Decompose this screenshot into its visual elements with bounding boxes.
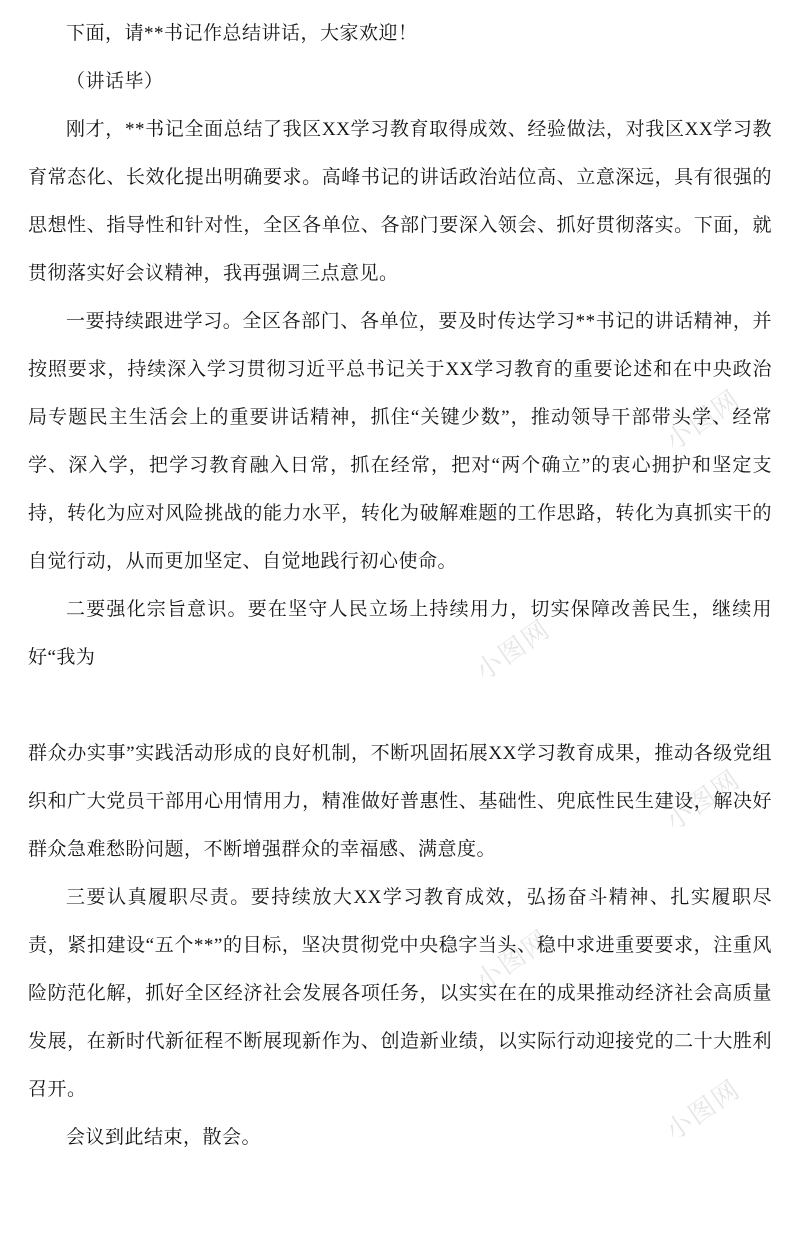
watermark: 小图网 bbox=[659, 763, 746, 837]
watermark: 小图网 bbox=[469, 923, 556, 997]
paragraph-summary: 刚才，**书记全面总结了我区XX学习教育取得成效、经验做法，对我区XX学习教育常态化、长效化提出明确要求。高峰书记的讲话政治站位高、立意深远，具有很强的思想性、指导性和针对性，全区各单位、各部门要深入领会、抓好贯彻落实。下面，就贯彻落实好会议精神，我再强调三点意见。 bbox=[28, 119, 772, 284]
watermark: 小图网 bbox=[469, 613, 556, 687]
document-body bbox=[28, 10, 772, 1162]
paragraph-point-one: 一要持续跟进学习。全区各部门、各单位，要及时传达学习**书记的讲话精神，并按照要求，持续深入学习贯彻习近平总书记关于XX学习教育的重要论述和在中央政治局专题民主生活会上的重要讲话精神，抓住“关键少数”，推动领导干部带头学、经常学、深入学，把学习教育融入日常，抓在经常，把对“两个确立”的衷心拥护和坚定支持，转化为应对风险挑战的能力水平，转化为破解难题的工作思路，转化为真抓实干的自觉行动，从而更加坚定、自觉地践行初心使命。 bbox=[28, 311, 772, 572]
paragraph-point-two-start: 二要强化宗旨意识。要在坚守人民立场上持续用力，切实保障改善民生，继续用好“我为 bbox=[28, 599, 772, 668]
watermark: 小图网 bbox=[659, 383, 746, 457]
paragraph-point-two-continued: 群众办实事”实践活动形成的良好机制，不断巩固拓展XX学习教育成果，推动各级党组织和广大党员干部用心用情用力，精准做好普惠性、基础性、兜底性民生建设，解决好群众急难愁盼问题，不断增强群众的幸福感、满意度。 bbox=[28, 743, 772, 860]
paragraph-intro: 下面，请**书记作总结讲话，大家欢迎！ bbox=[66, 23, 418, 44]
paragraph-closing: 会议到此结束，散会。 bbox=[66, 1127, 262, 1148]
paragraph-speech-end-note: （讲话毕） bbox=[66, 71, 164, 92]
paragraph-point-three: 三要认真履职尽责。要持续放大XX学习教育成效，弘扬奋斗精神、扎实履职尽责，紧扣建设“五个**”的目标，坚决贯彻党中央稳字当头、稳中求进重要要求，注重风险防范化解，抓好全区经济社会发展各项任务，以实实在在的成果推动经济社会高质量发展，在新时代新征程不断展现新作为、创造新业绩，以实际行动迎接党的二十大胜利召开。 bbox=[28, 887, 772, 1100]
watermark: 小图网 bbox=[659, 1073, 746, 1147]
